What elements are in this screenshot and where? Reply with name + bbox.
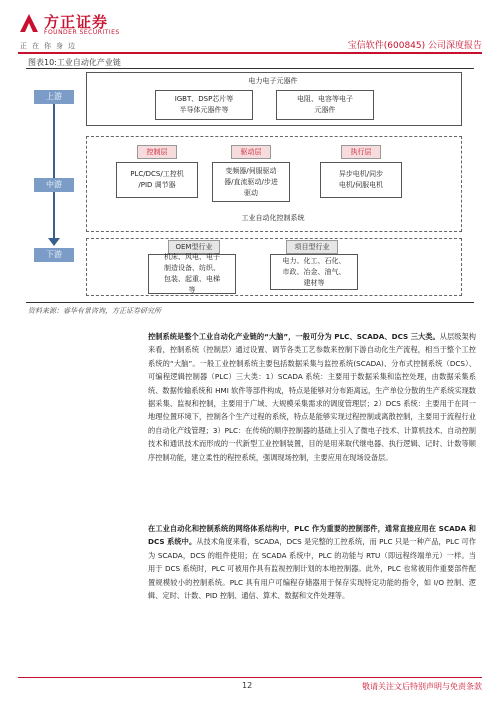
flow-arrow-line (53, 90, 55, 240)
stage-label-downstream: 下游 (34, 248, 74, 262)
upstream-semiconductor-box (155, 90, 253, 120)
slogan: 正在你身边 (20, 42, 80, 50)
stage-label-midstream: 中游 (34, 178, 74, 192)
footer-divider (18, 677, 482, 678)
figure-top-rule (26, 68, 474, 69)
logo-text-cn: 方正证券 (44, 13, 109, 31)
upstream-components-box (276, 90, 374, 120)
project-industry-box (270, 254, 358, 290)
project-industry-tag: 项目型行业 (286, 240, 338, 254)
paragraph-2-lead: 在工业自动化和控制系统的网络体系结构中，PLC 作为重要的控制部件，通常直接应用在 SCADA 和 DCS 系统中。 (148, 524, 476, 547)
oem-industry-box (148, 254, 236, 294)
oem-industry-tag: OEM型行业 (168, 240, 220, 254)
flow-arrow-head-icon (48, 238, 60, 246)
drive-layer-box (212, 162, 290, 202)
control-system-label: 工业自动化控制系统 (241, 214, 305, 222)
oem-industry-text: 机床、风电、电子 制造设备、纺织、 包装、起重、电梯 等 (164, 253, 220, 294)
figure-source: 资料来源：睿华有景咨询，方正证券研究所 (28, 307, 161, 315)
page-number: 12 (242, 681, 253, 690)
project-industry-text: 电力、化工、石化、 市政、冶金、油气、 建材等 (282, 256, 346, 287)
control-layer-box (116, 162, 198, 198)
paragraph-2-body: 从技术角度来看，SCADA，DCS 是完整的工控系统，而 PLC 只是一种产品，PLC 可作为 SCADA，DCS 的组件使用；在 SCADA 系统中，PLC 的功能与 RTU（即远程终端单元）一样。当用于 DCS 系统时，PLC 可被用作具有监视控制计划的本地控制器。此外，PLC 也常被用作重要部件配置规模较小的控制系统。PLC 具有用户可编程存储器用于保存实现特定功能的指令，如 I/O 控制、逻辑、定时、计数、PID 控制、通信、算术、数据和文件处理等。 (148, 537, 476, 601)
disclaimer-notice: 敬请关注文后特别声明与免责条款 (362, 682, 482, 691)
drive-layer-text: 变频器/伺服驱动 器/直流驱动/步进 驱动 (224, 166, 278, 197)
upstream-title: 电力电子元器件 (248, 77, 298, 85)
exec-layer-text: 异步电机/同步 电机/伺服电机 (338, 170, 384, 189)
control-layer-text: PLC/DCS/工控机 /PID 调节器 (130, 170, 184, 189)
exec-layer-box (320, 162, 402, 198)
layer-tag-exec: 执行层 (341, 145, 381, 159)
header-divider (18, 52, 482, 54)
figure-title: 图表10:工业自动化产业链 (28, 58, 121, 67)
upstream-semiconductor-text: IGBT、DSP芯片等 半导体元器件等 (174, 95, 234, 114)
layer-tag-control: 控制层 (137, 145, 177, 159)
paragraph-1-body: 从层级架构来看，控制系统（控制层）通过设置、调节各类工艺参数来控制下游自动化生产流程，相当于整个工控系统的“大脑”。一般工业控制系统主要包括数据采集与监控系统(SCADA)、分布式控制系统（DCS）、可编程逻辑控制器（PLC）三大类：1）SCADA 系统：主要用于数据采集和监控处理，由数据采集系统、数据传输系统和 HMI 软件等部件构成，特点是能够对分布距离远，生产单位分散的生产系统实现数据采集、监视和控制，主要用于广域、大规模采集需求的调度管理层；2）DCS 系统：主要用于在同一地理位置环境下，控制各个生产过程的系统，特点是能够实现过程控制或离散控制，主要用于流程行业的自动化产线管理；3）PLC：在传统的顺序控制器的基础上引入了微电子技术、计算机技术、自动控制技术和通讯技术而形成的一代新型工业控制装置，目的是用来取代继电器、执行逻辑、记时、计数等顺序控制功能，建立柔性的程控系统，强调现场控制，主要应用在现场设备层。 (148, 332, 476, 462)
stage-label-upstream: 上游 (34, 90, 74, 104)
layer-tag-drive: 驱动层 (231, 145, 271, 159)
paragraph-1-lead: 控制系统是整个工业自动化产业链的“大脑”，一般可分为 PLC、SCADA、DCS 三大类。 (148, 332, 440, 341)
upstream-components-text: 电阻、电容等电子 元器件 (297, 95, 353, 114)
figure-bottom-rule (26, 302, 474, 303)
logo-text-en: FOUNDER SECURITIES (44, 29, 120, 36)
paragraph-control-systems (148, 330, 476, 464)
paragraph-plc-role (148, 522, 476, 602)
founder-logo-icon (18, 12, 40, 34)
report-title: 宝信软件(600845) 公司深度报告 (347, 41, 482, 51)
